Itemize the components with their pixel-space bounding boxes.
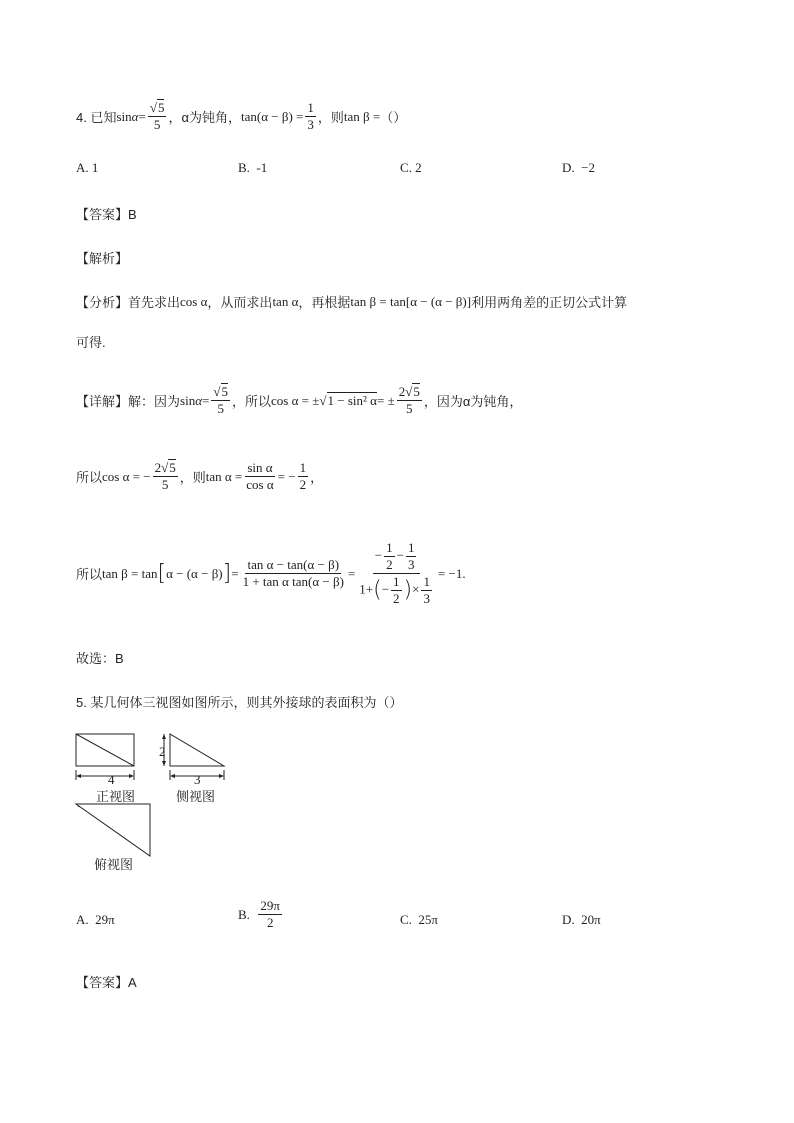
q5-option-d: D. 20π <box>562 912 601 927</box>
xj-pm: = ± <box>377 392 395 408</box>
dim-4-label: 4 <box>108 772 115 787</box>
q4-tail: ，则 <box>317 110 344 125</box>
l3-main-fraction: $\frac{\text{tan α − tan(α − β)}}{\text{1 + tan α tan(α − β)}}$ <box>242 557 344 589</box>
front-view-label: 正视图 <box>96 789 136 804</box>
top-view-diagram <box>74 800 164 860</box>
q4-sin-fraction: $\frac{√5}{5}$ <box>149 100 165 132</box>
q4-answer: 【答案】B <box>76 207 137 222</box>
q5-option-c: C. 25π <box>400 912 438 927</box>
q4-paren: （） <box>380 110 407 125</box>
q5-stem: 5. 某几何体三视图如图所示，则其外接球的表面积为（） <box>76 695 403 710</box>
dim-3-label: 3 <box>194 772 201 787</box>
l2-text-2: ，则 <box>179 470 206 485</box>
q4-option-d: D. −2 <box>562 160 595 175</box>
fenxi-label: 【分析】 <box>76 295 129 310</box>
q4-tan-fraction <box>305 100 316 133</box>
l2-half: $\frac{1}{2}$ <box>299 460 307 492</box>
l2-cos: cos α = − <box>102 468 151 484</box>
top-view-label: 俯视图 <box>94 857 134 872</box>
q4-fenxi-line <box>76 292 627 311</box>
l2-tan: tan α = <box>205 468 243 484</box>
xj-sin: sin <box>180 392 196 408</box>
front-view-diagonal <box>76 734 134 766</box>
l2-cos-fraction: $\frac{2√5}{5}$ <box>154 460 176 492</box>
q5-answer: 【答案】A <box>76 975 137 990</box>
xiangjie-label: 【详解】 <box>76 394 129 409</box>
q4-option-c: C. 2 <box>400 160 422 175</box>
fenxi-cos: cos α <box>180 293 208 309</box>
q4-option-a: A. 1 <box>76 160 99 175</box>
q4-three: 3 <box>307 117 314 132</box>
fenxi-text-2: ，从而求出 <box>207 295 273 310</box>
l2-eq: = − <box>277 468 296 484</box>
q4-alpha: α <box>131 108 139 124</box>
fenxi-text-5: 可得. <box>76 335 106 350</box>
xj-sin-fraction: $\frac{√5}{5}$ <box>213 384 229 416</box>
xj-cos: cos α = ± <box>271 392 320 408</box>
fenxi-tan: tan α <box>272 293 299 309</box>
q5-option-a: A. 29π <box>76 912 115 927</box>
q4-prefix: 4. 已知 <box>76 110 117 125</box>
xj-cos-fraction: $\frac{2√5}{5}$ <box>398 384 420 416</box>
q4-sin: sin <box>116 108 132 124</box>
side-view-label: 侧视图 <box>176 789 216 804</box>
l3-numeric-fraction: − $\frac{1}{2}$ − $\frac{1}{3}$ 1+(− $\frac{1}{2}$ )× $\frac{1}{3}$ <box>359 540 430 606</box>
fenxi-formula: tan β = tan[α − (α − β)] <box>350 293 472 309</box>
xj-text-3: ，因为α为钝角， <box>423 394 523 409</box>
q4-tanbeta: tan β = <box>343 108 381 124</box>
l3-text-1: 所以 <box>76 567 103 582</box>
l2-end: ， <box>310 470 324 485</box>
q4-option-b: B. -1 <box>238 160 268 175</box>
q4-one: 1 <box>307 100 314 115</box>
q4-line-3: 所以 tan β = tan [ α − (α − β) ] = $\frac{\text{tan α − tan(α − β)}}{\text{1 + tan α tan(α − β)}}$ = − $\frac{1}{2}$ − $\frac{1}{3}$ 1+(− $\frac{1}{2}$ )× $\frac{1}{3}$ = −1. <box>76 540 466 606</box>
l3-result: = −1. <box>437 565 466 581</box>
q4-tan-expr: tan(α − β) = <box>240 108 304 124</box>
side-view-triangle <box>170 734 224 766</box>
dim-2-label: 2 <box>159 744 166 759</box>
q5-option-b: B. $\frac{29\pi}{2}$ <box>238 898 280 930</box>
fenxi-text-3: ，再根据 <box>298 295 351 310</box>
l3-tanb: tan β = tan <box>102 565 158 581</box>
q4-xiangjie-line: 【详解】 解：因为 sin α = $\frac{√5}{5}$ ，所以 cos α = ± √1 − sin² α = ± $\frac{2√5}{5}$ ，因为α为钝角， <box>76 384 523 416</box>
q4-line-2 <box>76 460 323 493</box>
l2-tan-fraction: $\frac{\text{sin α}}{\text{cos α}}$ <box>246 460 274 492</box>
xj-text-2: ，所以 <box>232 394 272 409</box>
fenxi-text-4: 利用两角差的正切公式计算 <box>471 295 628 310</box>
q4-eq: = <box>138 108 146 124</box>
q4-den5: 5 <box>153 117 161 132</box>
xj-text-1: 解：因为 <box>128 394 181 409</box>
q4-analysis-heading: 【解析】 <box>76 251 129 266</box>
q4-stem <box>76 100 406 133</box>
xj-alpha: α <box>195 392 203 408</box>
l3-inner: α − (α − β) <box>166 565 223 581</box>
fenxi-text-1: 首先求出 <box>128 295 181 310</box>
l3-eq-2: = <box>347 565 356 581</box>
xj-eq: = <box>202 392 210 408</box>
l3-eq-1: = <box>231 565 239 581</box>
q4-guxuan: 故选：B <box>76 651 124 666</box>
q4-mid: ，α为钝角， <box>168 110 241 125</box>
xj-radicand: 1 − sin² α <box>327 392 377 408</box>
q4-sqrt5: 5 <box>157 100 165 115</box>
l2-text-1: 所以 <box>76 470 103 485</box>
